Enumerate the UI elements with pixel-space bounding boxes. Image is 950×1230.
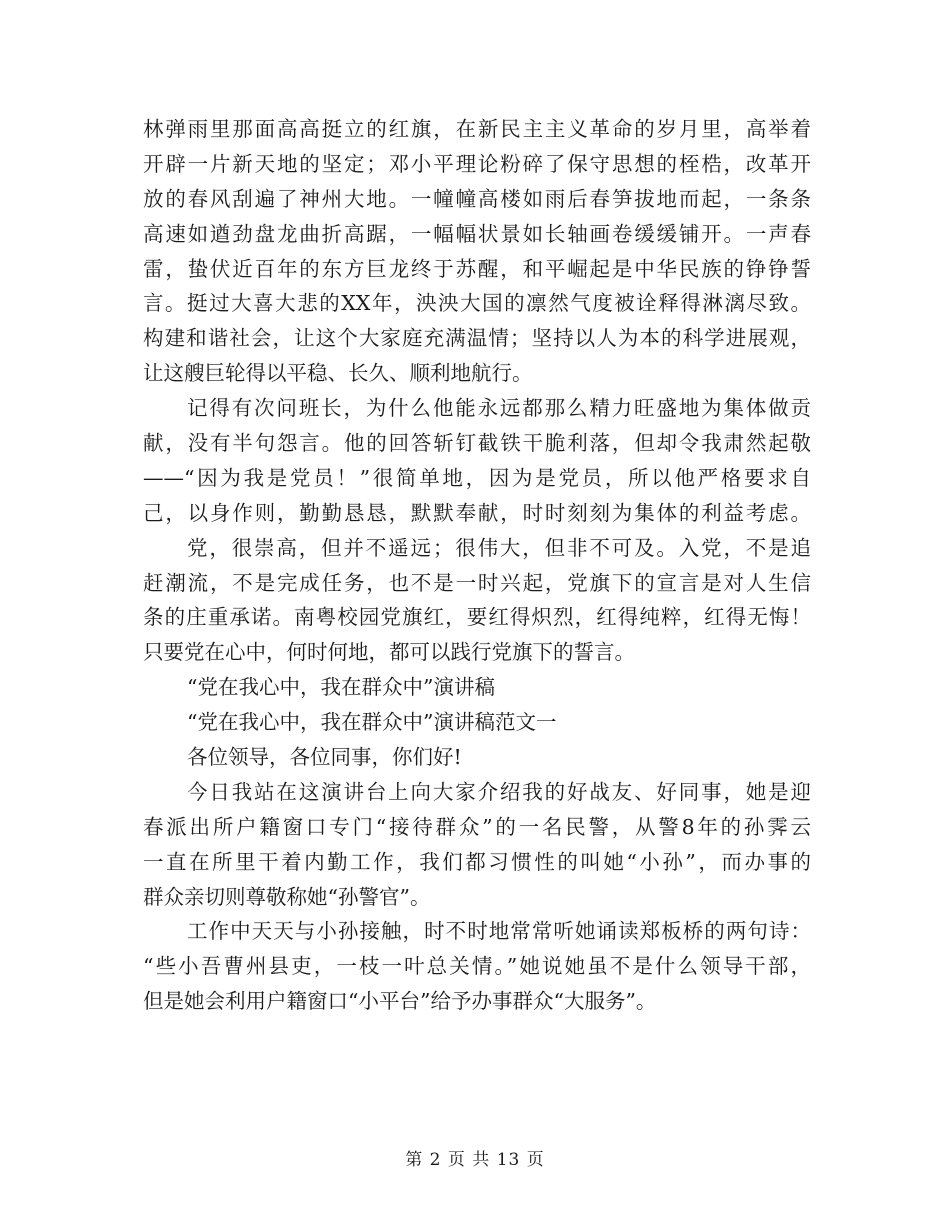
text-line: 工作中天天与小孙接触，时不时地常常听她诵读郑板桥的两句诗：	[187, 919, 811, 944]
text-line: 只要党在心中，何时何地，都可以践行党旗下的誓言。	[143, 640, 635, 665]
text-line: 献，没有半句怨言。他的回答斩钉截铁干脆利落，但却令我肃然起敬	[143, 431, 811, 456]
paragraph	[143, 112, 811, 391]
text-line: 言。挺过大喜大悲的XX年，泱泱大国的凛然气度被诠释得淋漓尽致。	[143, 291, 811, 316]
text-line: 己，以身作则，勤勤恳恳，默默奉献，时时刻刻为集体的利益考虑。	[143, 500, 811, 525]
text-line: 雷，蛰伏近百年的东方巨龙终于苏醒，和平崛起是中华民族的铮铮誓	[143, 256, 811, 281]
text-line: 春派出所户籍窗口专门“接待群众”的一名民警，从警8年的孙霁云	[143, 814, 811, 839]
text-line: ——“因为我是党员！”很简单地，因为是党员，所以他严格要求自	[143, 465, 811, 490]
text-line: 开辟一片新天地的坚定；邓小平理论粉碎了保守思想的桎梏，改革开	[143, 151, 811, 176]
text-line: 构建和谐社会，让这个大家庭充满温情；坚持以人为本的科学进展观，	[143, 326, 811, 351]
paragraph	[143, 531, 811, 671]
text-line: 让这艘巨轮得以平稳、长久、顺利地航行。	[143, 361, 533, 386]
text-line: 各位领导，各位同事，你们好!	[187, 745, 462, 770]
text-line: 一直在所里干着内勤工作，我们都习惯性的叫她“小孙”，而办事的	[143, 849, 811, 874]
text-line: 但是她会利用户籍窗口“小平台”给予办事群众“大服务”。	[143, 989, 657, 1014]
text-line: 林弹雨里那面高高挺立的红旗，在新民主主义革命的岁月里，高举着	[143, 117, 811, 141]
speech-subtitle	[143, 705, 811, 740]
speech-title	[143, 670, 811, 705]
text-line: “党在我心中，我在群众中”演讲稿	[187, 675, 495, 700]
text-line: 条的庄重承诺。南粤校园党旗红，要红得炽烈，红得纯粹，红得无悔！	[143, 605, 811, 630]
paragraph	[143, 914, 811, 1019]
text-line: 赶潮流，不是完成任务，也不是一时兴起，党旗下的宣言是对人生信	[143, 570, 811, 595]
text-line: “党在我心中，我在群众中”演讲稿范文一	[187, 710, 557, 735]
text-line: 今日我站在这演讲台上向大家介绍我的好战友、好同事，她是迎	[187, 779, 811, 804]
text-line: 记得有次问班长，为什么他能永远都那么精力旺盛地为集体做贡	[187, 396, 811, 421]
text-line: 党，很崇高，但并不遥远；很伟大，但非不可及。入党，不是追	[187, 535, 811, 560]
paragraph	[143, 391, 811, 531]
text-line: 放的春风刮遍了神州大地。一幢幢高楼如雨后春笋拔地而起，一条条	[143, 186, 811, 211]
text-line: 群众亲切则尊敬称她“孙警官”。	[143, 884, 431, 909]
text-line: “些小吾曹州县吏，一枝一叶总关情。”她说她虽不是什么领导干部，	[143, 954, 811, 979]
paragraph	[143, 775, 811, 915]
text-line: 高速如遒劲盘龙曲折高踞，一幅幅状景如长轴画卷缓缓铺开。一声春	[143, 221, 811, 246]
page-number: 第 2 页 共 13 页	[405, 1150, 545, 1170]
greeting	[143, 740, 811, 775]
body-text	[143, 112, 811, 1019]
